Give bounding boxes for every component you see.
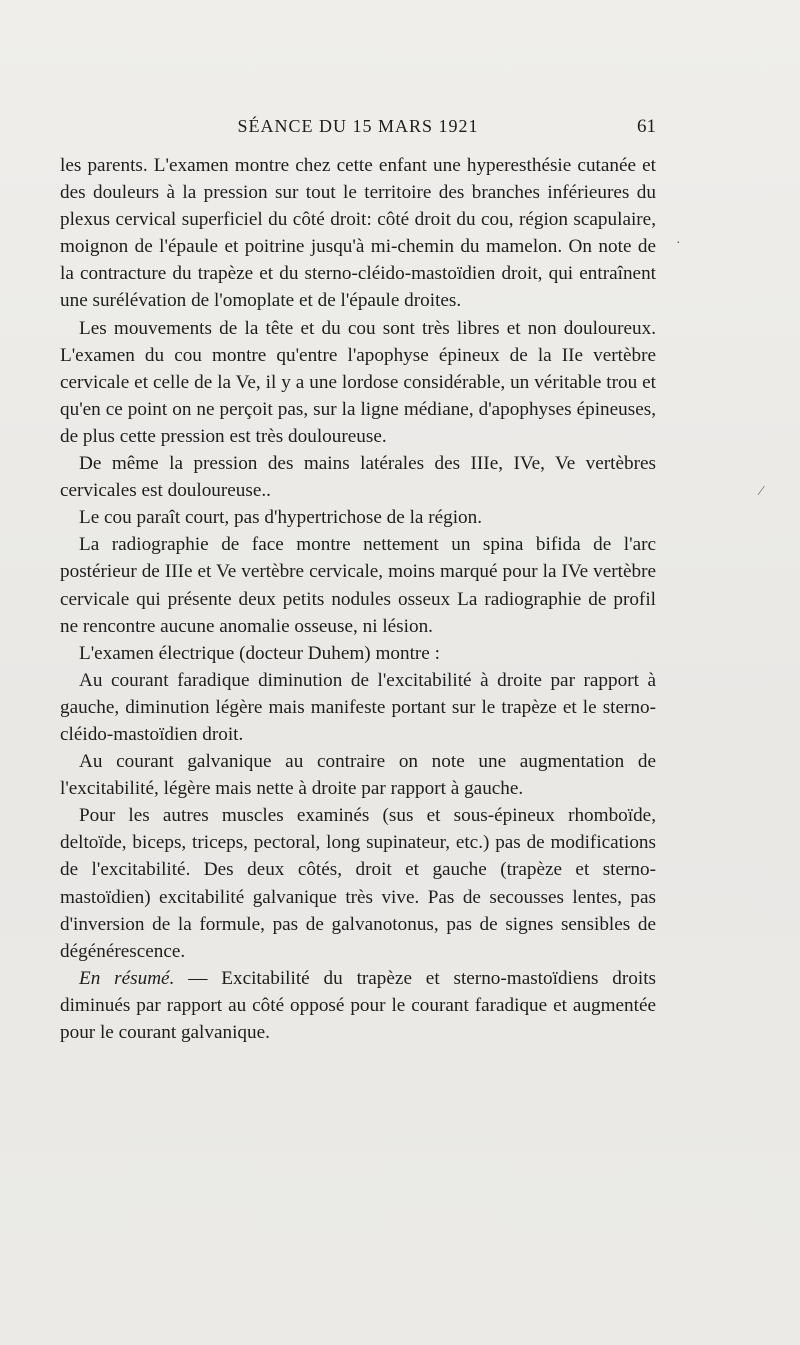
paragraph-2: Les mouvements de la tête et du cou sont très libres et non douloureux. L'examen du cou montre qu'entre l'apophyse épineux de la IIe vertèbre cervicale et celle de la Ve, il y a une lordose considérable, un véritable trou et qu'en ce point on ne perçoit pas, sur la ligne médiane, d'apophyses épineuses, de plus cette pression est très douloureuse. xyxy=(60,317,656,447)
body-text xyxy=(60,152,656,1046)
paragraph-7: Au courant faradique diminution de l'excitabilité à droite par rapport à gauche, diminution légère mais manifeste portant sur le trapèze et le sterno-cléido-mastoïdien droit. xyxy=(60,669,656,745)
paragraph-4: Le cou paraît court, pas d'hypertrichose de la région. xyxy=(79,507,483,529)
paragraph-9: Pour les autres muscles examinés (sus et sous-épineux rhomboïde, deltoïde, biceps, triceps, pectoral, long supinateur, etc.) pas de modifications de l'excitabilité. Des deux côtés, droit et gauche (trapèze et sterno-mastoïdien) excitabilité galvanique très vive. Pas de secousses lentes, pas d'inversion de la formule, pas de galvanotonus, pas de signes sensibles de dégénérescence. xyxy=(60,805,656,962)
paragraph-5: La radiographie de face montre nettement un spina bifida de l'arc postérieur de IIIe et Ve vertèbre cervicale, moins marqué pour la IVe vertèbre cervicale qui présente deux petits nodules osseux La radiographie de profil ne rencontre aucune anomalie osseuse, ni lésion. xyxy=(60,534,656,637)
running-title: SÉANCE DU 15 MARS 1921 xyxy=(237,116,479,136)
running-header xyxy=(60,116,656,146)
paragraph-8: Au courant galvanique au contraire on note une augmentation de l'excitabilité, légère mais nette à droite par rapport à gauche. xyxy=(60,751,656,800)
summary-paragraph xyxy=(60,965,656,1046)
paragraph-3: De même la pression des mains latérales des IIIe, IVe, Ve vertèbres cervicales est douloureuse.. xyxy=(60,453,656,502)
margin-mark: ⁄ xyxy=(760,484,763,499)
paragraph-1: les parents. L'examen montre chez cette enfant une hyperesthésie cutanée et des douleurs à la pression sur tout le territoire des branches inférieures du plexus cervical superficiel du côté droit: côté droit du cou, région scapulaire, moignon de l'épaule et poitrine jusqu'à mi-chemin du mamelon. On note de la contracture du trapèze et du sterno-cléido-mastoïdien droit, qui entraînent une surélévation de l'omoplate et de l'épaule droites. xyxy=(60,155,656,312)
page-number: 61 xyxy=(637,116,656,137)
summary-label: En résumé. xyxy=(79,967,175,989)
summary-text: — Excitabilité du trapèze et sterno-mastoïdiens droits diminués par rapport au côté opposé pour le courant faradique et augmentée pour le courant galvanique. xyxy=(60,967,656,1043)
paragraph-6: L'examen électrique (docteur Duhem) montre : xyxy=(79,642,440,664)
margin-mark: · xyxy=(676,236,681,251)
